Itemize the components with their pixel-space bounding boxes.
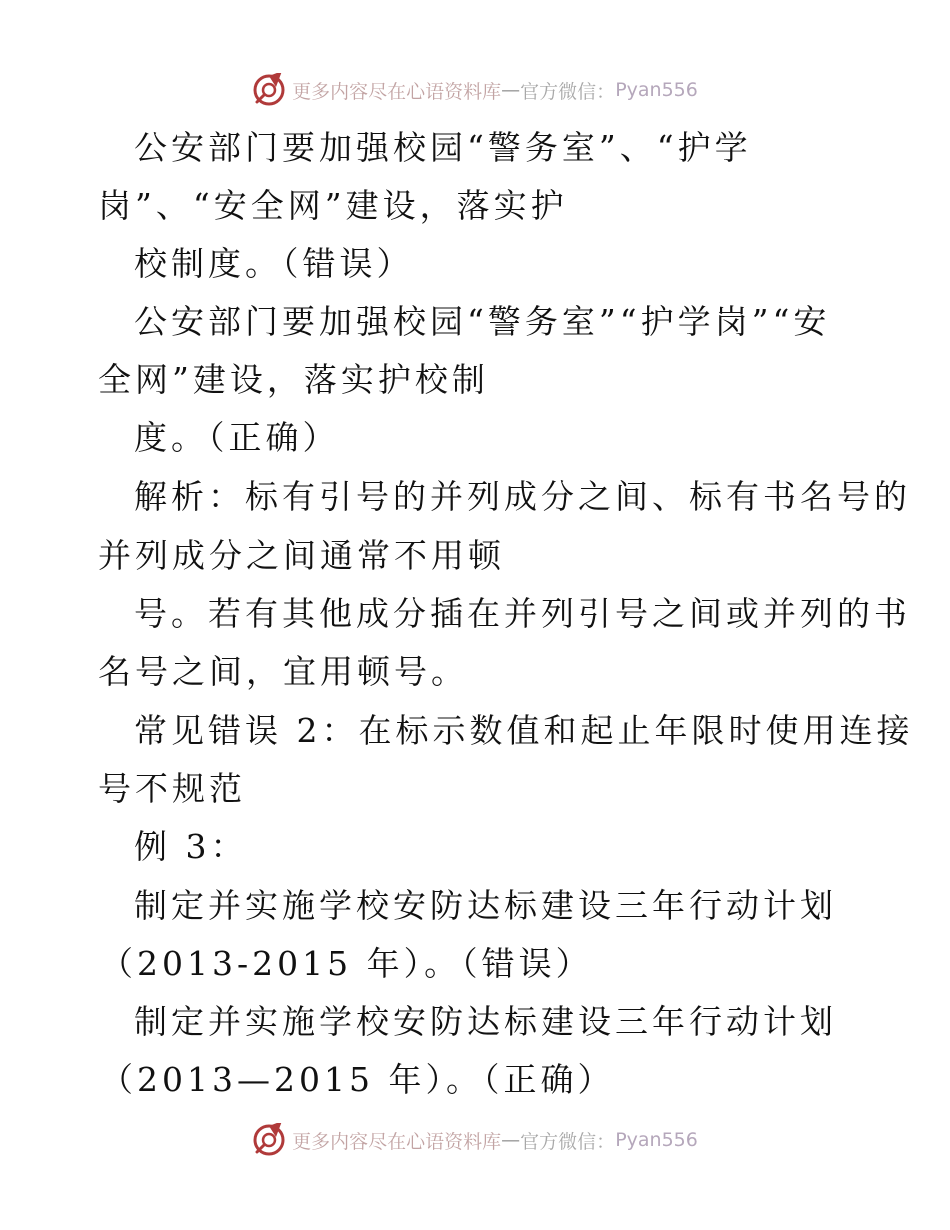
text-line: 公安部门要加强校园“警务室”“护学岗”“安: [134, 302, 831, 341]
banner-separator: —: [501, 1129, 521, 1151]
text-line: 校制度。（错误）: [134, 244, 414, 283]
text-line: （2013-2015 年）。（错误）: [100, 944, 593, 983]
logo-icon: [252, 1123, 286, 1157]
text-line: 制定并实施学校安防达标建设三年行动计划: [134, 886, 837, 925]
text-line: 号。若有其他成分插在并列引号之间或并列的书: [134, 594, 911, 633]
banner-text: 更多内容尽在心语资料库: [292, 80, 502, 103]
banner-official-label: 官方微信：: [520, 1130, 616, 1153]
footer-banner: [0, 1120, 950, 1160]
text-line: 例 3：: [134, 827, 248, 866]
text-line: 常见错误 2：在标示数值和起止年限时使用连接: [134, 711, 914, 750]
text-line: 并列成分之间通常不用顿: [98, 536, 505, 575]
banner-text: 更多内容尽在心语资料库: [292, 1130, 502, 1153]
header-banner: [0, 70, 950, 110]
text-line: 号不规范: [98, 769, 246, 808]
banner-separator: —: [501, 79, 521, 101]
text-line: （2013—2015 年）。（正确）: [100, 1060, 615, 1099]
banner-official-label: 官方微信：: [520, 80, 616, 103]
text-line: 解析：标有引号的并列成分之间、标有书名号的: [134, 477, 911, 516]
banner-wechat-id: Pyan556: [615, 79, 698, 101]
text-line: 名号之间，宜用顿号。: [98, 652, 468, 691]
text-line: 制定并实施学校安防达标建设三年行动计划: [134, 1002, 837, 1041]
logo-icon: [252, 73, 286, 107]
text-line: 岗”、“安全网”建设，落实护: [98, 186, 568, 225]
text-line: 度。（正确）: [134, 418, 340, 457]
text-line: 公安部门要加强校园“警务室”、“护学: [134, 128, 752, 167]
text-line: 全网”建设，落实护校制: [98, 360, 489, 399]
banner-wechat-id: Pyan556: [615, 1129, 698, 1151]
